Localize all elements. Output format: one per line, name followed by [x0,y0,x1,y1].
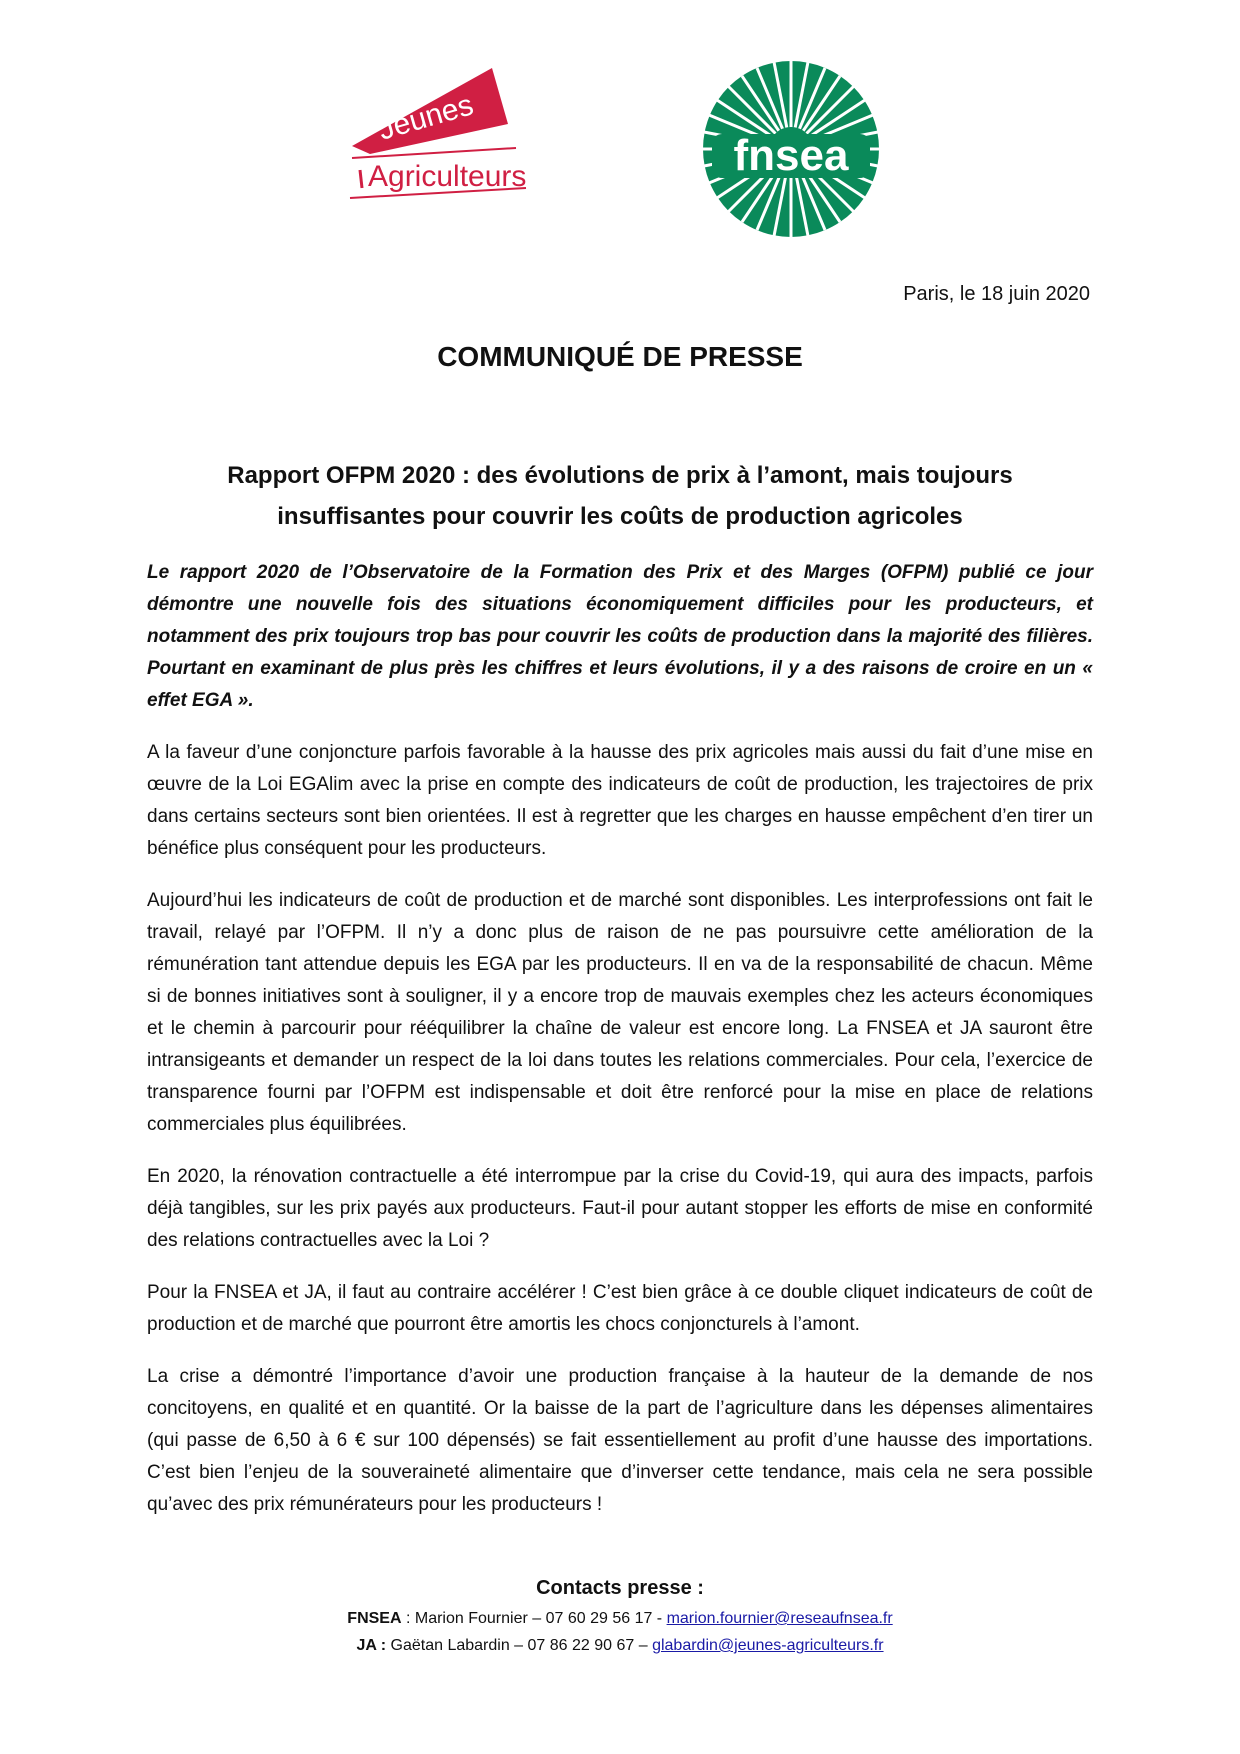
press-release-heading: COMMUNIQUÉ DE PRESSE [437,341,803,372]
press-contacts [0,1573,1240,1659]
release-title [180,455,1060,537]
contact-ja [0,1632,1240,1659]
lead-paragraph: Le rapport 2020 de l’Observatoire de la Formation des Prix et des Marges (OFPM) publié ce jour démontre une nouvelle fois des situations économiquement difficiles pour les producteurs, et notamment des prix toujours trop bas pour couvrir les coûts de production dans la majorité des filières. Pourtant en examinant de plus près les chiffres et leurs évolutions, il y a des raisons de croire en un « effet EGA ». [147,562,1093,711]
contact-fnsea-details: Marion Fournier – 07 60 29 56 17 - [414,1610,667,1627]
body-paragraph-4: Pour la FNSEA et JA, il faut au contraire accélérer ! C’est bien grâce à ce double cliquet indicateurs de coût de production et de marché que pourront être amortis les chocs conjoncturels à l’amont. [147,1282,1093,1335]
svg-text:Jeunes: Jeunes [374,88,477,147]
release-body [147,557,1093,1541]
contact-ja-org: JA : [356,1637,387,1654]
fnsea-logo [700,58,882,240]
body-paragraph-1: A la faveur d’une conjoncture parfois favorable à la hausse des prix agricoles mais aussi du fait d’une mise en œuvre de la Loi EGAlim avec la prise en compte des indicateurs de coût de production, les trajectoires de prix dans certains secteurs sont bien orientées. Il est à regretter que les charges en hausse empêchent d’en tirer un bénéfice plus conséquent pour les producteurs. [147,742,1093,859]
release-title-line-1: Rapport OFPM 2020 : des évolutions de prix à l’amont, mais toujours [227,462,1013,489]
contact-ja-details: Gaëtan Labardin – 07 86 22 90 67 – [386,1637,653,1654]
release-date: Paris, le 18 juin 2020 [903,283,1090,305]
body-paragraph-2: Aujourd’hui les indicateurs de coût de production et de marché sont disponibles. Les interprofessions ont fait le travail, relayé par l’OFPM. Il n’y a donc plus de raison de ne pas poursuivre cette amélioration de la rémunération tant attendue depuis les EGA par les producteurs. Il en va de la responsabilité de chacun. Même si de bonnes initiatives sont à souligner, il y a encore trop de mauvais exemples chez les acteurs économiques et le chemin à parcourir pour rééquilibrer la chaîne de valeur est encore long. La FNSEA et JA sauront être intransigeants et demander un respect de la loi dans toutes les relations commerciales. Pour cela, l’exercice de transparence fourni par l’OFPM est indispensable et doit être renforcé pour la mise en place de relations commerciales plus équilibrées. [147,890,1093,1135]
release-title-line-2: insuffisantes pour couvrir les coûts de production agricoles [277,503,963,530]
body-paragraph-3: En 2020, la rénovation contractuelle a été interrompue par la crise du Covid-19, qui aura des impacts, parfois déjà tangibles, sur les prix payés aux producteurs. Faut-il pour autant stopper les efforts de mise en conformité des relations contractuelles avec la Loi ? [147,1166,1093,1251]
contact-fnsea [0,1605,1240,1632]
contacts-title: Contacts presse : [536,1577,704,1599]
svg-text:Agriculteurs: Agriculteurs [368,160,527,193]
jeunes-agriculteurs-logo [340,62,530,212]
body-paragraph-5: La crise a démontré l’importance d’avoir une production française à la hauteur de la demande de nos concitoyens, en qualité et en quantité. Or la baisse de la part de l’agriculture dans les dépenses alimentaires (qui passe de 6,50 à 6 € sur 100 dépensés) se fait essentiellement au profit d’une hausse des importations. C’est bien l’enjeu de la souveraineté alimentaire que d’inverser cette tendance, mais cela ne sera possible qu’avec des prix rémunérateurs pour les producteurs ! [147,1366,1093,1515]
contact-ja-email-link[interactable]: glabardin@jeunes-agriculteurs.fr [652,1637,884,1654]
contact-fnsea-email-link[interactable]: marion.fournier@reseaufnsea.fr [666,1610,893,1627]
svg-text:fnsea: fnsea [733,131,849,180]
contact-fnsea-separator: : [401,1610,415,1627]
contact-fnsea-org: FNSEA [347,1610,402,1627]
